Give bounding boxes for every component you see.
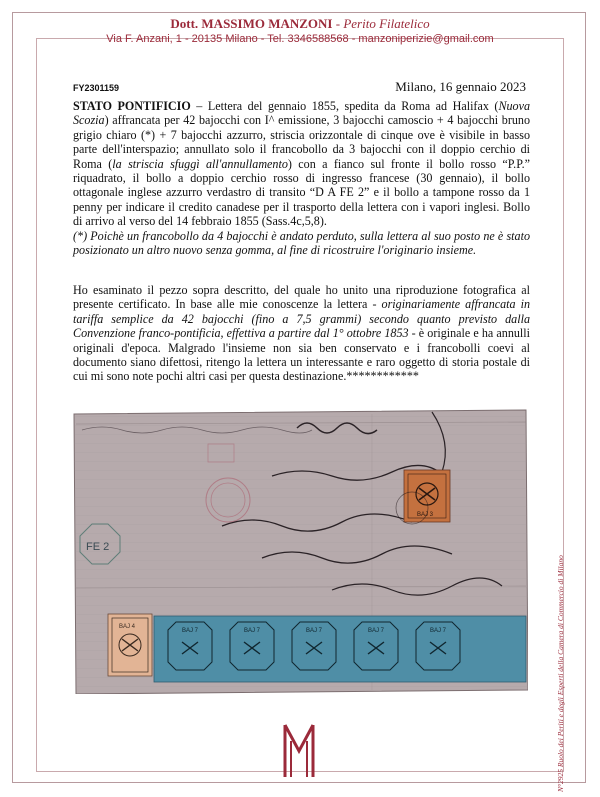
letter-photo bbox=[72, 408, 528, 694]
certificate-number: FY2301159 bbox=[73, 83, 120, 93]
stamp-3-bajocchi bbox=[396, 470, 450, 524]
svg-text:BAJ 7: BAJ 7 bbox=[368, 628, 385, 634]
svg-text:BAJ 7: BAJ 7 bbox=[430, 628, 447, 634]
postmark-transit: FE 2 bbox=[86, 541, 110, 553]
description-paragraph: STATO PONTIFICIO – Lettera del gennaio 1855, spedita da Roma ad Halifax (Nuova Scozia) affrancata per 42 bajocchi con I^ emissione, 3 bajocchi camoscio + 4 bajocchi bruno grigio chiaro (*) + 7 bajocchi azzurro, striscia orizzontale di cinque ove è visibile in basso parte dell'interspazio; annullato solo il francobollo da 3 bajocchi con il doppio cerchio di Roma (la striscia sfuggì all'annullamento) con a fianco sul fronte il bollo rosso “P.P.” riquadrato, il bollo a doppio cerchio rosso di ingresso francese (30 gennaio), il bollo ottagonale inglese azzurro verdastro di transito “D A FE 2” e il bollo a tampone rosso da 1 penny per indicare il credito canadese per il trasporto della lettera con i vapori inglesi. Bollo di arrivo al verso del 14 febbraio 1855 (Sass.4c,5,8). (*) Poichè un francobollo da 4 bajocchi è andato perduto, sulla lettera al suo posto ne è stato posizionato un altro nuovo senza gomma, al fine di ricostruire l'originario insieme. bbox=[73, 99, 531, 258]
svg-text:BAJ 7: BAJ 7 bbox=[244, 628, 261, 634]
svg-text:BAJ 4: BAJ 4 bbox=[119, 624, 136, 630]
monogram-logo bbox=[281, 721, 317, 781]
svg-text:BAJ 7: BAJ 7 bbox=[306, 628, 323, 634]
place-date: Milano, 16 gennaio 2023 bbox=[395, 79, 526, 94]
header-name: Dott. MASSIMO MANZONI - Perito Filatelico bbox=[170, 16, 430, 31]
header-address: Via F. Anzani, 1 - 20135 Milano - Tel. 3346588568 - manzoniperizie@gmail.com bbox=[106, 33, 494, 45]
svg-text:BAJ 7: BAJ 7 bbox=[182, 628, 199, 634]
svg-text:BAJ 3: BAJ 3 bbox=[417, 512, 434, 518]
stamp-4-bajocchi bbox=[108, 614, 152, 676]
opinion-paragraph: Ho esaminato il pezzo sopra descritto, del quale ho unito una riproduzione fotografica al presente certificato. In base alle mie conoscenze la lettera - originariamente affrancata in tariffa semplice da 42 bajocchi (fino a 7,5 grammi) secondo quanto previsto dalla Convenzione franco-pontificia, effettiva a partire dal 1° ottobre 1853 - è originale e ha annulli originali d'epoca. Malgrado l'insieme non sia ben conservato e i francobolli coevi al documento siano difettosi, ritengo la lettera un interessante e raro oggetto di storia postale di cui mi sono note pochi altri casi per questa destinazione.************ bbox=[73, 283, 530, 384]
vertical-registration-note: N°2925 Ruolo dei Periti e degli Esperti della Camera di Commercio di Milano bbox=[556, 555, 565, 792]
stamp-strip-7-bajocchi bbox=[154, 616, 526, 682]
